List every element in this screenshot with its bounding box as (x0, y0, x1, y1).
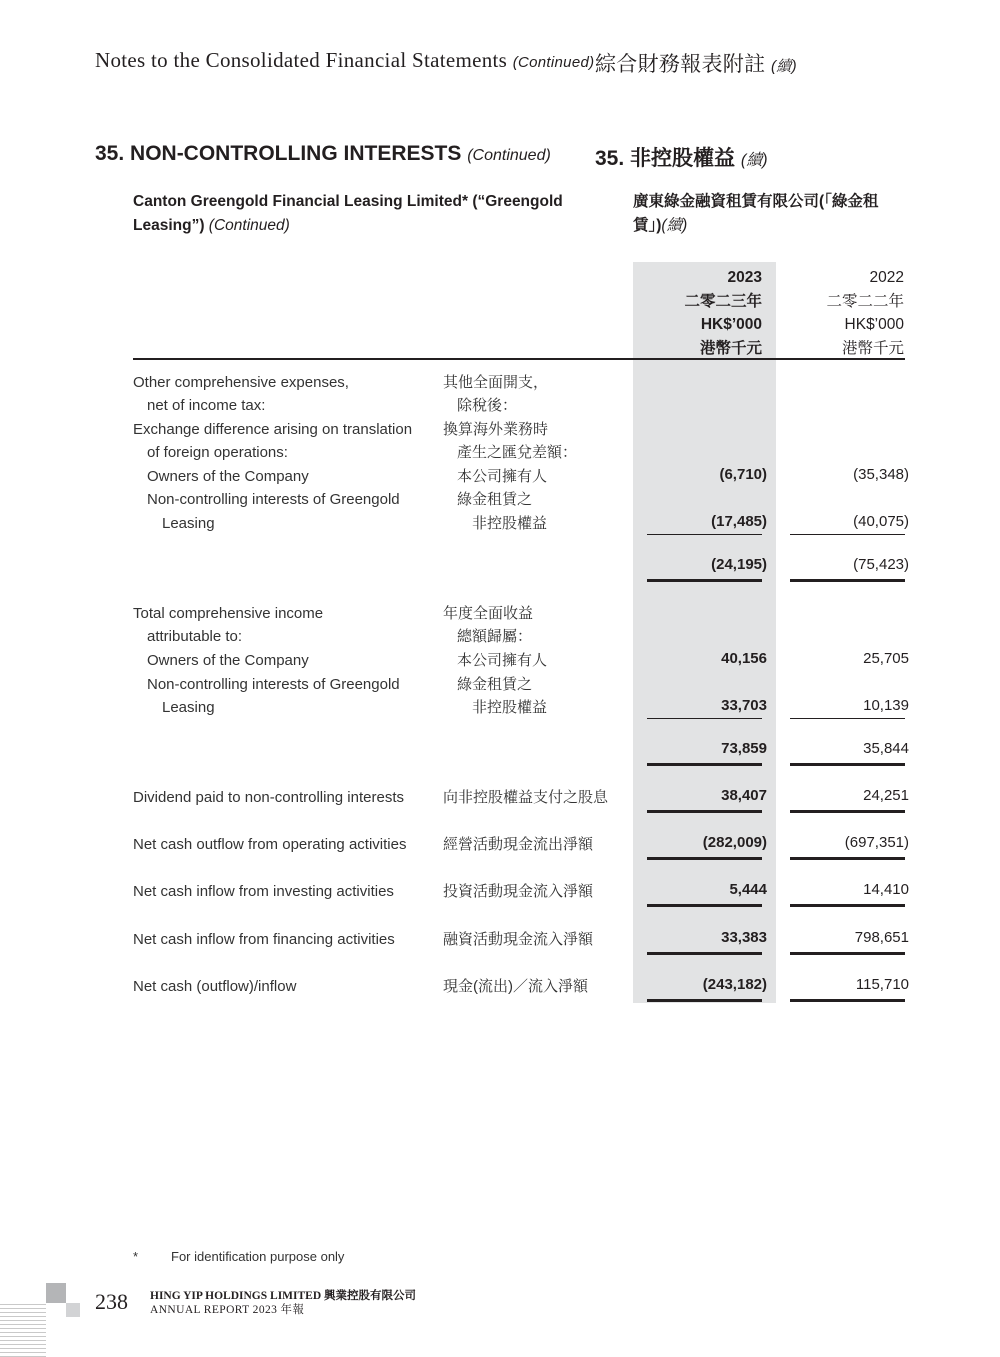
table-row-label-zh: 綠金租賃之 (457, 491, 533, 508)
section-heading-en: 35. NON-CONTROLLING INTERESTS (Continued) (95, 142, 551, 165)
table-row-label-zh: 本公司擁有人 (457, 468, 548, 485)
table-row-label: of foreign operations: (147, 444, 288, 461)
table-row-label: Leasing (162, 515, 215, 532)
value-2022: 10,139 (863, 697, 909, 714)
value-2023-total: (24,195) (711, 556, 767, 573)
table-row-label: Owners of the Company (147, 468, 309, 485)
table-row-label-zh: 向非控股權益支付之股息 (443, 789, 609, 806)
value-2023: (282,009) (702, 834, 767, 851)
table-row-label-zh: 綠金租賃之 (457, 676, 533, 693)
footnote-mark: * (133, 1249, 139, 1264)
value-2022-total: (75,423) (853, 556, 909, 573)
total-rule (790, 999, 905, 1002)
value-2022: (697,351) (844, 834, 909, 851)
total-rule (647, 763, 762, 766)
subsection-heading-zh: 廣東綠金融資租賃有限公司(「綠金租 賃」)(續) (633, 193, 879, 234)
footer-report: ANNUAL REPORT 2023 年報 (150, 1304, 305, 1316)
header-rule (133, 358, 905, 360)
table-row-label-zh: 投資活動現金流入淨額 (443, 883, 594, 900)
header-continued-zh: (續) (770, 58, 797, 75)
table-row-label-zh: 產生之匯兌差額： (457, 444, 578, 461)
subsection-heading-en: Canton Greengold Financial Leasing Limited* (“Greengold Leasing”) (Continued) (133, 193, 563, 234)
value-2023: 38,407 (721, 787, 767, 804)
header-title-en: Notes to the Consolidated Financial Statements (95, 48, 508, 72)
value-2022: 115,710 (855, 976, 909, 993)
table-row-label-zh: 換算海外業務時 (443, 421, 549, 438)
total-rule (790, 579, 905, 582)
value-2022: 25,705 (863, 650, 909, 667)
total-rule (790, 857, 905, 860)
table-row-label: net of income tax: (147, 397, 266, 414)
value-2023: 5,444 (729, 881, 767, 898)
total-rule (790, 763, 905, 766)
subtotal-rule (647, 534, 762, 535)
table-row-label: Exchange difference arising on translation (133, 421, 413, 438)
column-header-2023: 2023 二零二三年 HK$’000 港幣千元 (684, 269, 762, 357)
footnote-text: For identification purpose only (171, 1249, 345, 1264)
value-2023: 33,383 (721, 929, 767, 946)
column-header-2022: 2022 二零二二年 HK$’000 港幣千元 (826, 269, 904, 357)
table-row-label: Total comprehensive income (133, 605, 324, 622)
total-rule (647, 904, 762, 907)
total-rule (647, 579, 762, 582)
table-row-label-zh: 其他全面開支， (443, 374, 549, 391)
table-row-label: Other comprehensive expenses, (133, 374, 349, 391)
table-row-label: Net cash outflow from operating activities (133, 836, 407, 853)
table-row-label: Net cash (outflow)/inflow (133, 978, 297, 995)
value-2022: 798,651 (854, 929, 909, 946)
value-2023-total: 73,859 (721, 740, 767, 757)
table-row-label: attributable to: (147, 628, 243, 645)
value-2023: (17,485) (711, 513, 767, 530)
table-row-label: Net cash inflow from financing activities (133, 931, 395, 948)
table-row-label: Non-controlling interests of Greengold (147, 676, 400, 693)
table-row-label: Owners of the Company (147, 652, 309, 669)
total-rule (790, 904, 905, 907)
value-2023: 33,703 (721, 697, 767, 714)
table-row-label-zh: 除稅後： (457, 397, 518, 414)
page-number: 238 (95, 1289, 128, 1314)
table-row-label-zh: 經營活動現金流出淨額 (443, 836, 594, 853)
subtotal-rule (647, 718, 762, 719)
total-rule (647, 952, 762, 955)
value-2022-total: 35,844 (863, 740, 909, 757)
table-row-label-zh: 融資活動現金流入淨額 (443, 931, 594, 948)
table-row-label: Non-controlling interests of Greengold (147, 491, 400, 508)
section-heading-zh: 35. 非控股權益 (續) (595, 147, 768, 170)
total-rule (790, 810, 905, 813)
subtotal-rule (790, 718, 905, 719)
table-row-label-zh: 總額歸屬： (457, 628, 533, 645)
value-2023: (6,710) (719, 466, 767, 483)
table-row-label-zh: 非控股權益 (472, 515, 548, 532)
total-rule (647, 857, 762, 860)
total-rule (647, 810, 762, 813)
running-header-zh (595, 48, 797, 78)
table-row-label: Net cash inflow from investing activities (133, 883, 394, 900)
table-row-label: Leasing (162, 699, 215, 716)
table-row-label-zh: 本公司擁有人 (457, 652, 548, 669)
footer-company: HING YIP HOLDINGS LIMITED 興業控股有限公司 (150, 1290, 417, 1302)
header-continued-en: (Continued) (512, 54, 595, 71)
total-rule (647, 999, 762, 1002)
table-row-label-zh: 非控股權益 (472, 699, 548, 716)
value-2022: (40,075) (853, 513, 909, 530)
value-2022: 14,410 (863, 881, 909, 898)
table-row-label-zh: 現金(流出)／流入淨額 (443, 978, 588, 995)
table-row-label: Dividend paid to non-controlling interests (133, 789, 404, 806)
header-title-zh: 綜合財務報表附註 (595, 52, 766, 76)
subtotal-rule (790, 534, 905, 535)
value-2023: 40,156 (721, 650, 767, 667)
table-row-label-zh: 年度全面收益 (443, 605, 534, 622)
running-header (95, 48, 594, 73)
value-2022: 24,251 (863, 787, 909, 804)
value-2022: (35,348) (853, 466, 909, 483)
total-rule (790, 952, 905, 955)
value-2023: (243,182) (702, 976, 767, 993)
